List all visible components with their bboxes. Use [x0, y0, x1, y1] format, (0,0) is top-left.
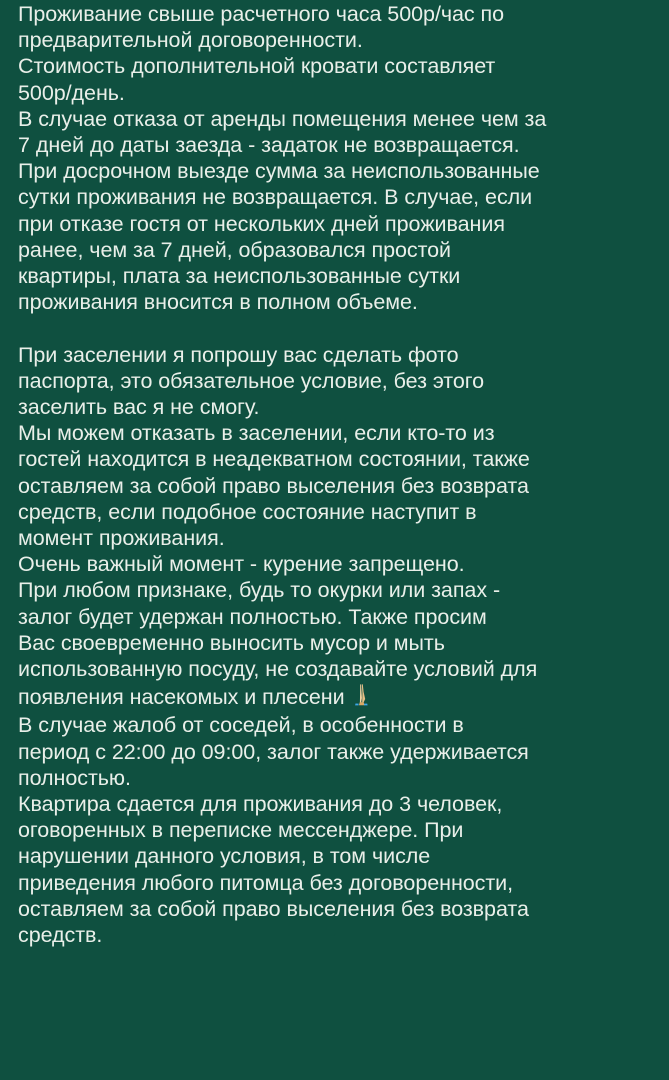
text-line: При заселении я попрошу вас сделать фото	[18, 342, 459, 367]
text-line: При любом признаке, будь то окурки или запах -	[18, 578, 501, 603]
text-line: 7 дней до даты заезда - задаток не возвращается.	[18, 133, 520, 158]
text-line: приведения любого питомца без договоренности,	[18, 870, 514, 895]
paragraph-checkout-terms	[18, 1, 663, 315]
text-line: 500р/день.	[18, 80, 125, 105]
text-line: гостей находится в неадекватном состоянии, также	[18, 447, 530, 472]
text-line: В случае отказа от аренды помещения менее чем за	[18, 106, 547, 131]
text-line: При досрочном выезде сумма за неиспользованные	[18, 159, 540, 184]
text-line-with-emoji	[18, 682, 663, 712]
praying-hands-icon	[351, 682, 371, 712]
text-line: Очень важный момент - курение запрещено.	[18, 552, 465, 577]
text-line: средств, если подобное состояние наступит в	[18, 499, 477, 524]
text-line: полностью.	[18, 765, 131, 790]
text-line: сутки проживания не возвращается. В случае, если	[18, 185, 533, 210]
paragraph-neighbors-and-guests	[18, 712, 663, 948]
paragraph-gap	[18, 315, 663, 341]
text-line: оставляем за собой право выселения без возврата	[18, 473, 529, 498]
text-line: Квартира сдается для проживания до 3 человек,	[18, 792, 503, 817]
text-line: момент проживания.	[18, 526, 225, 551]
text-line: проживания вносится в полном объеме.	[18, 290, 418, 315]
text-line: период с 22:00 до 09:00, залог также удерживается	[18, 739, 529, 764]
text-line: ранее, чем за 7 дней, образовался простой	[18, 237, 452, 262]
text-line: Вас своевременно выносить мусор и мыть	[18, 630, 445, 655]
text-line: заселить вас я не смогу.	[18, 395, 260, 420]
text-line: нарушении данного условия, в том числе	[18, 844, 431, 869]
text-line: Стоимость дополнительной кровати составляет	[18, 54, 496, 79]
text-line: Мы можем отказать в заселении, если кто-то из	[18, 421, 495, 446]
text-segment: появления насекомых и плесени	[18, 685, 345, 710]
message-text[interactable]	[18, 1, 663, 948]
text-line: предварительной договоренности.	[18, 28, 363, 53]
text-line: В случае жалоб от соседей, в особенности в	[18, 713, 464, 738]
text-line: при отказе гостя от нескольких дней проживания	[18, 211, 505, 236]
text-line: использованную посуду, не создавайте условий для	[18, 657, 538, 682]
text-line: паспорта, это обязательное условие, без этого	[18, 368, 484, 393]
text-line: Проживание свыше расчетного часа 500р/час по	[18, 2, 505, 26]
text-line: квартиры, плата за неиспользованные сутки	[18, 264, 461, 289]
text-line: оставляем за собой право выселения без возврата	[18, 896, 529, 921]
text-line: залог будет удержан полностью. Также просим	[18, 604, 487, 629]
text-line: оговоренных в переписке мессенджере. При	[18, 818, 464, 843]
text-line: средств.	[18, 923, 103, 948]
paragraph-checkin-rules	[18, 342, 663, 713]
